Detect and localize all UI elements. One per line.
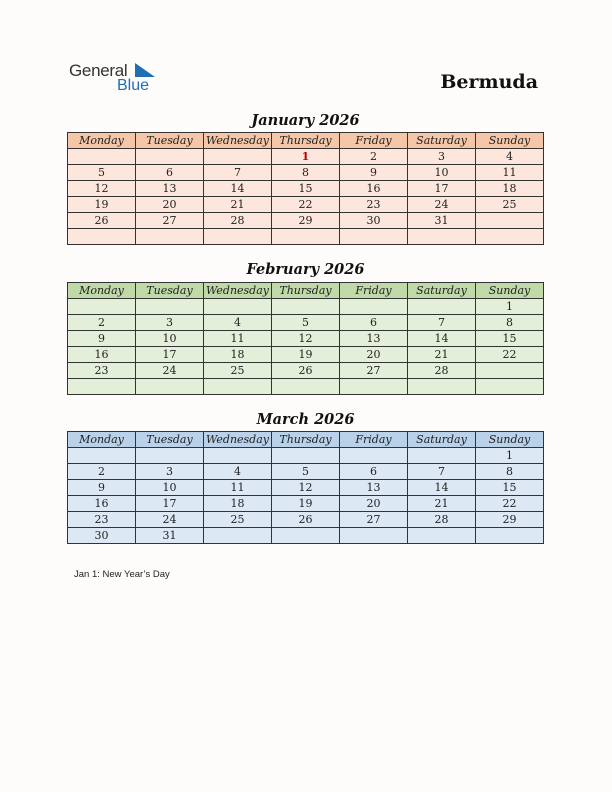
day-cell (136, 448, 204, 464)
calendar-march (67, 431, 544, 544)
day-cell: 21 (408, 347, 476, 363)
day-cell (340, 379, 408, 395)
day-cell (408, 528, 476, 544)
day-cell: 19 (272, 496, 340, 512)
day-cell: 2 (340, 149, 408, 165)
day-cell: 29 (476, 512, 544, 528)
day-cell: 4 (204, 464, 272, 480)
day-cell: 13 (340, 480, 408, 496)
day-cell: 15 (476, 331, 544, 347)
day-cell: 24 (136, 363, 204, 379)
day-cell: 9 (340, 165, 408, 181)
logo-word-general: General (69, 61, 128, 80)
day-cell (476, 528, 544, 544)
day-cell: 24 (136, 512, 204, 528)
day-cell (272, 448, 340, 464)
day-cell (340, 528, 408, 544)
day-cell: 22 (476, 496, 544, 512)
day-cell: 12 (272, 480, 340, 496)
day-cell (476, 229, 544, 245)
weekday-header-monday: Monday (68, 432, 136, 448)
weekday-header-friday: Friday (340, 283, 408, 299)
day-cell: 14 (408, 331, 476, 347)
weekday-header-saturday: Saturday (408, 283, 476, 299)
weekday-header-row (68, 133, 544, 149)
day-cell: 17 (136, 496, 204, 512)
day-cell: 10 (408, 165, 476, 181)
day-cell (204, 299, 272, 315)
day-cell: 17 (136, 347, 204, 363)
day-cell: 3 (136, 315, 204, 331)
day-cell: 14 (204, 181, 272, 197)
day-cell: 30 (340, 213, 408, 229)
weekday-header-sunday: Sunday (476, 432, 544, 448)
day-cell: 5 (68, 165, 136, 181)
day-cell: 31 (408, 213, 476, 229)
day-cell: 8 (272, 165, 340, 181)
day-cell: 1 (272, 149, 340, 165)
day-cell: 1 (476, 299, 544, 315)
day-cell: 20 (340, 347, 408, 363)
month-title-march: March 2026 (256, 411, 355, 428)
logo-word-blue: Blue (117, 77, 150, 94)
day-cell (204, 448, 272, 464)
week-row (68, 379, 544, 395)
day-cell (272, 379, 340, 395)
day-cell: 9 (68, 480, 136, 496)
day-cell (408, 379, 476, 395)
day-cell: 20 (136, 197, 204, 213)
day-cell (272, 299, 340, 315)
day-cell (408, 448, 476, 464)
day-cell: 28 (408, 363, 476, 379)
day-cell: 19 (272, 347, 340, 363)
day-cell: 21 (408, 496, 476, 512)
week-row (68, 448, 544, 464)
day-cell (272, 229, 340, 245)
weekday-header-monday: Monday (68, 133, 136, 149)
week-row (68, 347, 544, 363)
weekday-header-tuesday: Tuesday (136, 283, 204, 299)
month-title-february: February 2026 (246, 261, 365, 278)
day-cell (340, 299, 408, 315)
day-cell (476, 363, 544, 379)
day-cell (340, 448, 408, 464)
day-cell: 1 (476, 448, 544, 464)
day-cell: 22 (476, 347, 544, 363)
day-cell (340, 229, 408, 245)
day-cell (476, 379, 544, 395)
day-cell: 7 (408, 464, 476, 480)
week-row (68, 480, 544, 496)
week-row (68, 299, 544, 315)
generalblue-logo (69, 61, 159, 97)
weekday-header-friday: Friday (340, 432, 408, 448)
day-cell (68, 149, 136, 165)
day-cell (68, 229, 136, 245)
day-cell: 12 (272, 331, 340, 347)
day-cell (204, 149, 272, 165)
day-cell (136, 379, 204, 395)
day-cell: 21 (204, 197, 272, 213)
day-cell: 24 (408, 197, 476, 213)
day-cell: 13 (340, 331, 408, 347)
weekday-header-monday: Monday (68, 283, 136, 299)
weekday-header-row (68, 432, 544, 448)
week-row (68, 181, 544, 197)
day-cell: 18 (476, 181, 544, 197)
day-cell: 25 (204, 363, 272, 379)
weekday-header-thursday: Thursday (272, 432, 340, 448)
day-cell: 27 (340, 512, 408, 528)
calendar-january (67, 132, 544, 245)
weekday-header-row (68, 283, 544, 299)
day-cell: 2 (68, 464, 136, 480)
country-title: Bermuda (440, 71, 538, 93)
day-cell: 23 (68, 512, 136, 528)
weekday-header-friday: Friday (340, 133, 408, 149)
day-cell: 26 (68, 213, 136, 229)
day-cell: 25 (476, 197, 544, 213)
day-cell: 13 (136, 181, 204, 197)
day-cell (204, 229, 272, 245)
weekday-header-tuesday: Tuesday (136, 133, 204, 149)
day-cell: 29 (272, 213, 340, 229)
weekday-header-thursday: Thursday (272, 283, 340, 299)
day-cell: 15 (476, 480, 544, 496)
week-row (68, 363, 544, 379)
calendar-february (67, 282, 544, 395)
day-cell: 5 (272, 464, 340, 480)
day-cell: 3 (136, 464, 204, 480)
weekday-header-saturday: Saturday (408, 432, 476, 448)
weekday-header-wednesday: Wednesday (204, 133, 272, 149)
day-cell: 11 (204, 331, 272, 347)
week-row (68, 464, 544, 480)
day-cell: 20 (340, 496, 408, 512)
day-cell: 10 (136, 480, 204, 496)
day-cell: 6 (340, 464, 408, 480)
day-cell: 5 (272, 315, 340, 331)
weekday-header-saturday: Saturday (408, 133, 476, 149)
day-cell: 11 (476, 165, 544, 181)
day-cell: 8 (476, 315, 544, 331)
day-cell (204, 379, 272, 395)
day-cell: 10 (136, 331, 204, 347)
day-cell: 8 (476, 464, 544, 480)
day-cell: 19 (68, 197, 136, 213)
day-cell (68, 448, 136, 464)
day-cell: 3 (408, 149, 476, 165)
day-cell: 11 (204, 480, 272, 496)
day-cell (272, 528, 340, 544)
week-row (68, 512, 544, 528)
week-row (68, 496, 544, 512)
week-row (68, 229, 544, 245)
day-cell: 22 (272, 197, 340, 213)
day-cell (408, 299, 476, 315)
day-cell (476, 213, 544, 229)
day-cell: 7 (204, 165, 272, 181)
day-cell: 9 (68, 331, 136, 347)
day-cell: 18 (204, 496, 272, 512)
weekday-header-thursday: Thursday (272, 133, 340, 149)
day-cell: 16 (340, 181, 408, 197)
day-cell: 17 (408, 181, 476, 197)
week-row (68, 197, 544, 213)
day-cell: 23 (68, 363, 136, 379)
day-cell (136, 149, 204, 165)
day-cell: 28 (204, 213, 272, 229)
logo-triangle-icon (135, 63, 155, 77)
week-row (68, 213, 544, 229)
day-cell: 15 (272, 181, 340, 197)
day-cell: 31 (136, 528, 204, 544)
day-cell: 4 (204, 315, 272, 331)
weekday-header-sunday: Sunday (476, 283, 544, 299)
day-cell: 14 (408, 480, 476, 496)
day-cell: 12 (68, 181, 136, 197)
week-row (68, 315, 544, 331)
day-cell: 27 (136, 213, 204, 229)
weekday-header-wednesday: Wednesday (204, 283, 272, 299)
day-cell (136, 229, 204, 245)
day-cell (136, 299, 204, 315)
week-row (68, 528, 544, 544)
week-row (68, 331, 544, 347)
day-cell: 30 (68, 528, 136, 544)
weekday-header-tuesday: Tuesday (136, 432, 204, 448)
day-cell (408, 229, 476, 245)
day-cell: 18 (204, 347, 272, 363)
month-title-january: January 2026 (251, 112, 360, 129)
day-cell: 26 (272, 512, 340, 528)
day-cell: 6 (136, 165, 204, 181)
day-cell: 2 (68, 315, 136, 331)
day-cell: 27 (340, 363, 408, 379)
day-cell: 28 (408, 512, 476, 528)
week-row (68, 149, 544, 165)
day-cell (68, 379, 136, 395)
day-cell: 7 (408, 315, 476, 331)
day-cell (68, 299, 136, 315)
day-cell: 6 (340, 315, 408, 331)
day-cell: 23 (340, 197, 408, 213)
day-cell: 25 (204, 512, 272, 528)
day-cell: 16 (68, 347, 136, 363)
day-cell: 26 (272, 363, 340, 379)
day-cell: 16 (68, 496, 136, 512)
day-cell (204, 528, 272, 544)
day-cell: 4 (476, 149, 544, 165)
holiday-note: Jan 1: New Year’s Day (74, 569, 170, 580)
weekday-header-sunday: Sunday (476, 133, 544, 149)
week-row (68, 165, 544, 181)
weekday-header-wednesday: Wednesday (204, 432, 272, 448)
